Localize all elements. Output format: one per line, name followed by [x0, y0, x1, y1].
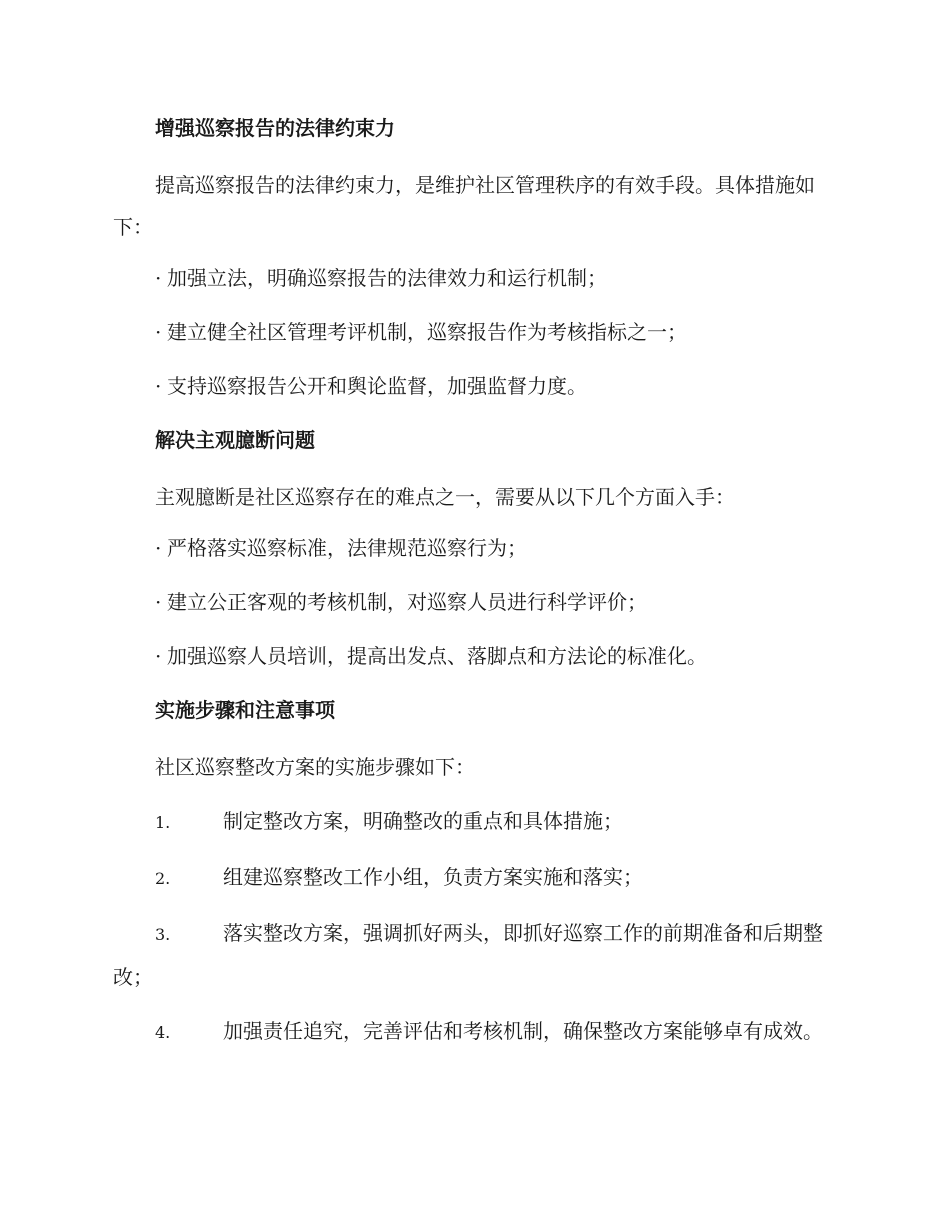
step-text: 组建巡察整改工作小组，负责方案实施和落实；: [223, 865, 643, 889]
document-body: [113, 110, 835, 1066]
bullet-item: [113, 260, 835, 296]
bullet-glyph: ·: [155, 644, 162, 668]
step-number: 3.: [155, 925, 171, 944]
bullet-text: 加强巡察人员培训，提高出发点、落脚点和方法论的标准化。: [167, 644, 707, 668]
bullet-glyph: ·: [155, 590, 162, 614]
step-number: 2.: [155, 869, 171, 888]
bullet-item: [113, 530, 835, 566]
step-text: 加强责任追究，完善评估和考核机制，确保整改方案能够卓有成效。: [223, 1019, 823, 1043]
bullet-text: 加强立法，明确巡察报告的法律效力和运行机制；: [167, 266, 607, 290]
step-number: 4.: [155, 1023, 171, 1042]
numbered-step: [113, 856, 835, 900]
numbered-step: [113, 1010, 835, 1054]
bullet-glyph: ·: [155, 266, 162, 290]
bullet-glyph: ·: [155, 320, 162, 344]
bullet-glyph: ·: [155, 374, 162, 398]
bullet-item: [113, 368, 835, 404]
bullet-text: 支持巡察报告公开和舆论监督，加强监督力度。: [167, 374, 587, 398]
bullet-item: [113, 314, 835, 350]
section-heading: 实施步骤和注意事项: [155, 698, 335, 722]
step-text: 落实整改方案，强调抓好两头，即抓好巡察工作的前期准备和后期整改；: [113, 921, 823, 989]
section-heading: 增强巡察报告的法律约束力: [155, 116, 395, 140]
section-heading: 解决主观臆断问题: [155, 428, 315, 452]
step-number: 1.: [155, 813, 171, 832]
bullet-text: 建立健全社区管理考评机制，巡察报告作为考核指标之一；: [167, 320, 687, 344]
bullet-item: [113, 584, 835, 620]
bullet-glyph: ·: [155, 536, 162, 560]
bullet-text: 严格落实巡察标准，法律规范巡察行为；: [167, 536, 527, 560]
bullet-item: [113, 638, 835, 674]
section-intro: 主观臆断是社区巡察存在的难点之一，需要从以下几个方面入手：: [155, 485, 735, 509]
step-text: 制定整改方案，明确整改的重点和具体措施；: [223, 809, 623, 833]
bullet-text: 建立公正客观的考核机制，对巡察人员进行科学评价；: [167, 590, 647, 614]
section-intro: 提高巡察报告的法律约束力，是维护社区管理秩序的有效手段。具体措施如下：: [113, 173, 815, 239]
section-intro: 社区巡察整改方案的实施步骤如下：: [155, 755, 475, 779]
numbered-step: [113, 912, 835, 998]
numbered-step: [113, 800, 835, 844]
